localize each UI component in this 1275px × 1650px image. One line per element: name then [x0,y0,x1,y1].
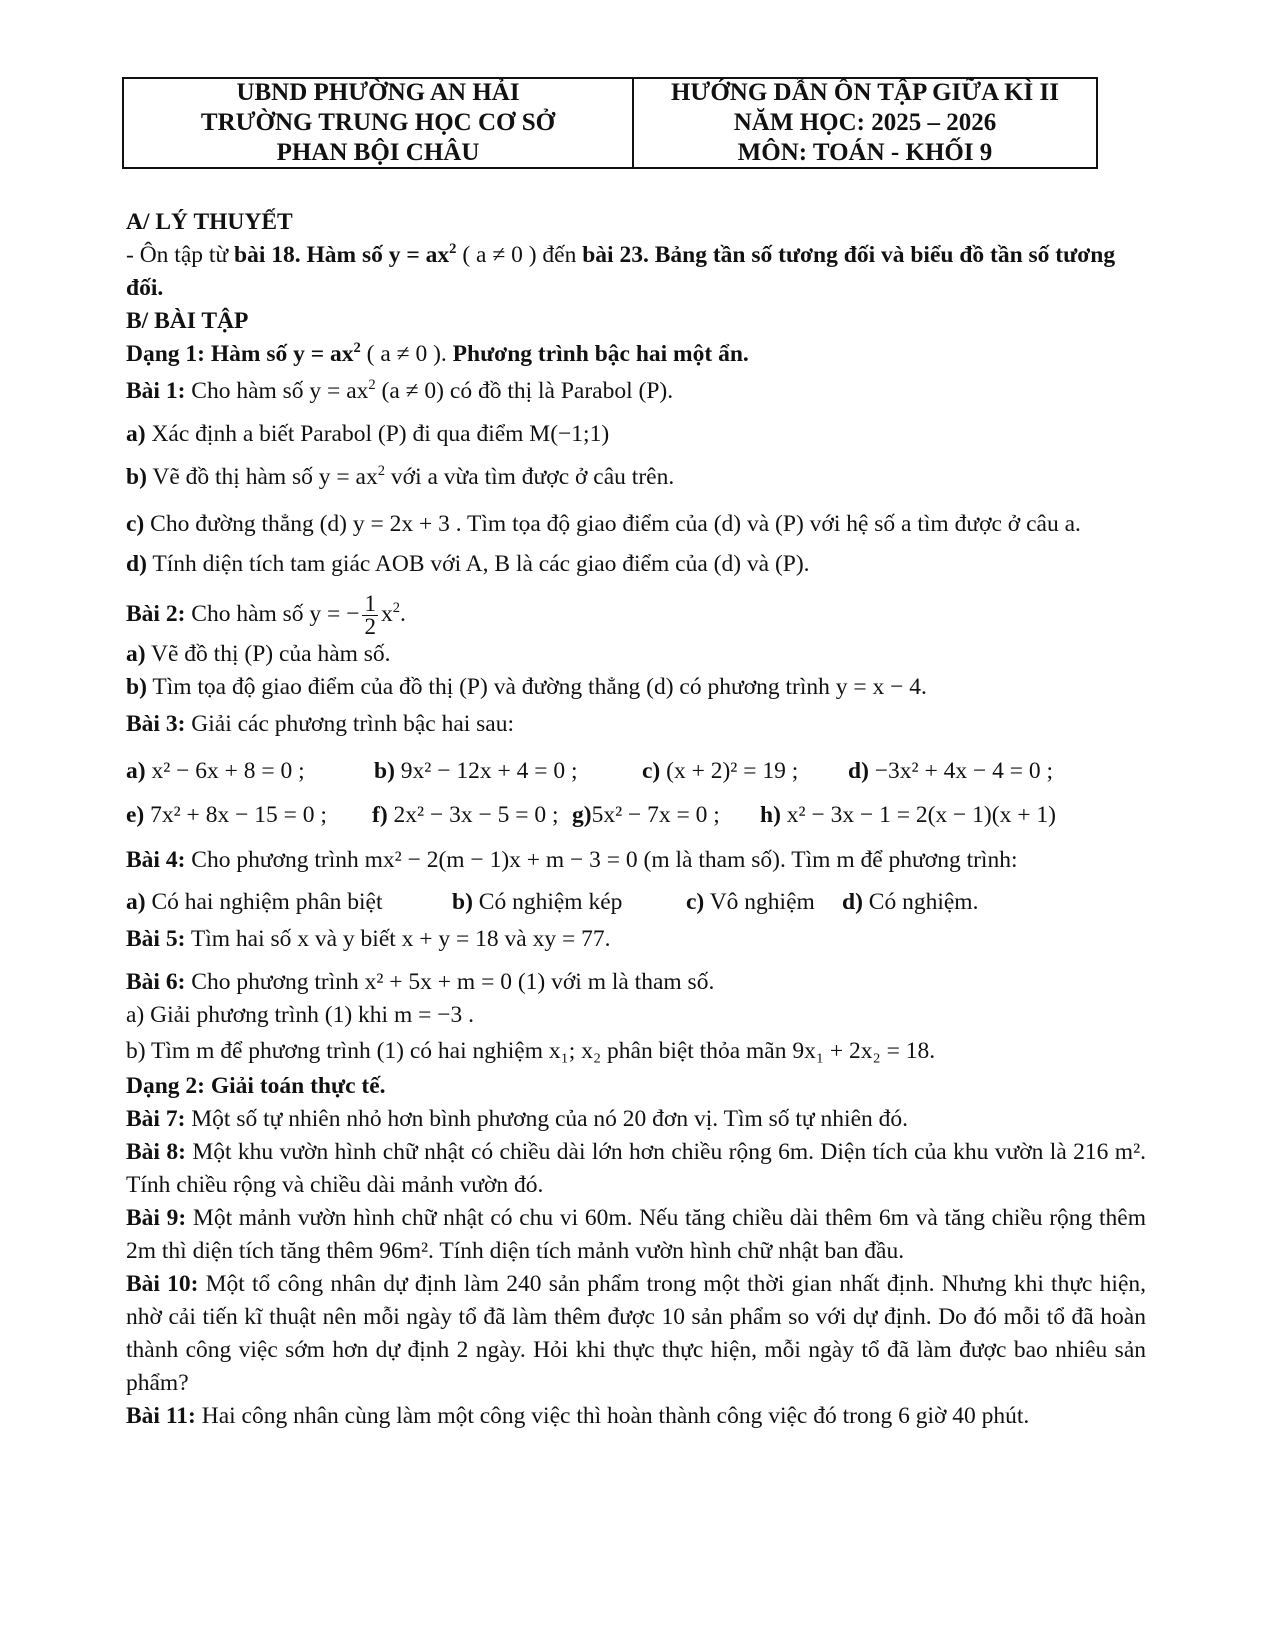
bai11 [126,1400,1146,1433]
bai2-a-text: Vẽ đồ thị (P) của hàm số. [145,641,391,668]
bai6-a: a) Giải phương trình (1) khi m = −3 . [126,1002,474,1029]
dang1-title-a: Dạng 1: Hàm số y = ax [126,341,354,367]
bai1-sup: 2 [368,377,376,394]
bai9-label: Bài 9: [126,1205,187,1232]
theory-line [126,239,1146,305]
bai1-label: Bài 1: [126,378,186,404]
bai6-intro [126,966,1146,999]
bai9 [126,1202,1146,1268]
bai1-a-text: Xác định a biết Parabol (P) đi qua điểm M(−1;1) [145,421,610,447]
option-label: c) [686,889,705,916]
bai3-intro-text: Giải các phương trình bậc hai sau: [185,711,515,738]
eq-text: x² − 6x + 8 = 0 ; [145,758,305,785]
eq-label: g) [572,802,592,829]
bai5-text: Tìm hai số x và y biết x + y = 18 và xy = 77. [185,926,611,953]
bai1-c [126,504,1146,544]
bai1-intro [126,375,1146,408]
theory-pre: - Ôn tập từ [126,242,235,268]
dang1-title-b: Phương trình bậc hai một ẩn. [452,341,749,367]
fraction-numerator: 1 [364,591,376,617]
option-label: b) [452,889,473,916]
bai4-intro-text: Cho phương trình mx² − 2(m − 1)x + m − 3 = 0 (m là tham số). Tìm m để phương trình: [185,847,1018,874]
bai2-a [126,638,1146,671]
eq-label: f) [372,802,388,829]
eq-label: h) [760,802,781,829]
bai2-a-label: a) [126,641,146,668]
dang1-paren: ( a ≠ 0 ). [360,341,453,367]
bai10 [126,1268,1146,1400]
eq-label: b) [374,758,395,785]
bai1-b-label: b) [126,464,147,490]
bai4-option-d [842,881,978,923]
eq-text: 9x² − 12x + 4 = 0 ; [394,758,578,785]
eq-label: c) [642,758,661,785]
bai11-label: Bài 11: [126,1403,196,1430]
eq-text: 5x² − 7x = 0 ; [591,802,720,829]
bai9-text: Một mảnh vườn hình chữ nhật có chu vi 60m. Nếu tăng chiều dài thêm 6m và tăng chiều rộng thêm 2m thì diện tích tăng thêm 96m². Tính diện tích mảnh vườn hình chữ nhật ban đầu. [126,1205,1146,1265]
theory-bold2: bài 23. Bảng tần số tương đối và biểu đồ tần số tương đối. [126,242,1116,301]
bai1-a-label: a) [126,421,146,447]
header-table [122,77,1098,169]
theory-paren: ( a ≠ 0 ) [456,242,543,268]
bai3-eq-a [126,751,374,791]
eq-label: a) [126,758,146,785]
bai4-option-a [126,881,452,923]
bai2-b-label: b) [126,674,147,701]
bai4-options [126,881,1146,923]
ward-name: UBND PHƯỜNG AN HẢI [236,79,520,106]
bai3-eq-f [372,795,572,835]
exercises-heading: B/ BÀI TẬP [126,308,249,334]
bai5 [126,923,1146,956]
bai1-d-text: Tính diện tích tam giác AOB với A, B là các giao điểm của (d) và (P). [146,551,810,577]
eq-text: −3x² + 4x − 4 = 0 ; [868,758,1053,785]
option-text: Có hai nghiệm phân biệt [145,889,383,916]
subject-grade: MÔN: TOÁN - KHỐI 9 [737,139,993,166]
theory-mid: đến [542,242,583,268]
bai1-b [126,461,1146,494]
bai6-label: Bài 6: [126,969,186,996]
bai1-d [126,548,1146,581]
bai3-eq-c [642,751,848,791]
option-text: Có nghiệm kép [472,889,623,916]
bai1-c-text: Cho đường thẳng (d) y = 2x + 3 . Tìm tọa độ giao điểm của (d) và (P) với hệ số a tìm được ở câu a. [144,511,1081,537]
bai2-intro: Bài 2: Cho hàm số y = − $\frac{1}{2}$ $x^2$. [126,591,406,640]
school-name: PHAN BỘI CHÂU [276,139,480,166]
dang1-title [126,338,1146,371]
bai4-intro [126,839,1146,881]
bai1-intro-a: Cho hàm số y = ax [185,378,369,404]
bai3-eq-d [848,751,1053,791]
option-text: Vô nghiệm [704,889,815,916]
bai2-intro-end: x [380,601,393,627]
bai1-a [126,418,1146,451]
bai3-label: Bài 3: [126,711,186,738]
bai1-intro-b: (a ≠ 0) có đồ thị là Parabol (P). [375,378,674,404]
bai2-label: Bài 2: [126,601,186,627]
document-body [126,206,1146,1433]
eq-text: 7x² + 8x − 15 = 0 ; [144,802,327,829]
theory-bold1: bài 18. Hàm số y = ax [234,242,450,268]
bai1-b-text-a: Vẽ đồ thị hàm số y = ax [146,464,378,490]
bai3-intro [126,708,1146,741]
theory-sup: 2 [449,241,457,258]
theory-heading: A/ LÝ THUYẾT [126,209,293,235]
bai1-d-label: d) [126,551,147,577]
school-year: NĂM HỌC: 2025 – 2026 [733,109,997,136]
eq-text: x² − 3x − 1 = 2(x − 1)(x + 1) [780,802,1056,829]
bai2-b-text: Tìm tọa độ giao điểm của đồ thị (P) và đường thẳng (d) có phương trình y = x − 4. [146,674,927,701]
bai5-label: Bài 5: [126,926,186,953]
bai2-b [126,671,1146,704]
bai2-intro-text: Cho hàm số y = − [185,601,360,627]
bai8-text: Một khu vườn hình chữ nhật có chiều dài lớn hơn chiều rộng 6m. Diện tích của khu vườn là 216 m². Tính chiều rộng và chiều dài mảnh vườn đó. [126,1139,1146,1199]
bai3-row1 [126,751,1146,791]
bai7-text: Một số tự nhiên nhỏ hơn bình phương của nó 20 đơn vị. Tìm số tự nhiên đó. [185,1106,908,1133]
option-label: d) [842,889,863,916]
header-left-cell [124,79,634,167]
eq-text: (x + 2)² = 19 ; [660,758,799,785]
bai1-b-sup: 2 [377,463,386,480]
fraction-denominator: 2 [364,614,376,640]
bai10-label: Bài 10: [126,1271,199,1298]
dang1-sup: 2 [353,340,361,357]
header-right-cell [634,79,1096,167]
bai6-b: b) Tìm m để phương trình (1) có hai nghiệm x₁; x₂ phân biệt thỏa mãn 9x₁ + 2x₂ = 18. [126,1038,936,1065]
option-label: a) [126,889,146,916]
bai3-eq-h [760,795,1056,835]
bai6-intro-text: Cho phương trình x² + 5x + m = 0 (1) với m là tham số. [185,969,715,996]
bai8 [126,1136,1146,1202]
option-text: Có nghiệm. [862,889,979,916]
bai4-label: Bài 4: [126,847,186,874]
bai4-option-c [686,881,842,923]
bai1-c-label: c) [126,511,145,537]
bai8-label: Bài 8: [126,1139,186,1166]
bai2-sup: 2 [392,600,400,617]
bai3-row2 [126,795,1146,835]
eq-label: d) [848,758,869,785]
doc-title: HƯỚNG DẪN ÔN TẬP GIỮA KÌ II [670,79,1059,106]
eq-label: e) [126,802,145,829]
bai10-text: Một tổ công nhân dự định làm 240 sản phẩm trong một thời gian nhất định. Nhưng khi thực hiện, nhờ cải tiến kĩ thuật nên mỗi ngày tổ đã làm thêm được 10 sản phẩm so với dự định. Do đó mỗi tổ đã hoàn thành công việc sớm hơn dự định 2 ngày. Hỏi khi thực thực hiện, mỗi ngày tổ đã làm được bao nhiêu sản phẩm? [126,1271,1147,1397]
bai3-eq-b [374,751,642,791]
school-type: TRƯỜNG TRUNG HỌC CƠ SỞ [200,109,556,136]
eq-text: 2x² − 3x − 5 = 0 ; [387,802,559,829]
bai3-eq-g [572,795,760,835]
bai7-label: Bài 7: [126,1106,186,1133]
dang2-title: Dạng 2: Giải toán thực tế. [126,1073,386,1100]
bai3-eq-e [126,795,372,835]
bai7 [126,1103,1146,1136]
bai4-option-b [452,881,686,923]
bai1-b-text-b: với a vừa tìm được ở câu trên. [385,464,675,490]
bai2-fraction [362,593,378,638]
bai11-text: Hai công nhân cùng làm một công việc thì hoàn thành công việc đó trong 6 giờ 40 phút. [195,1403,1030,1430]
